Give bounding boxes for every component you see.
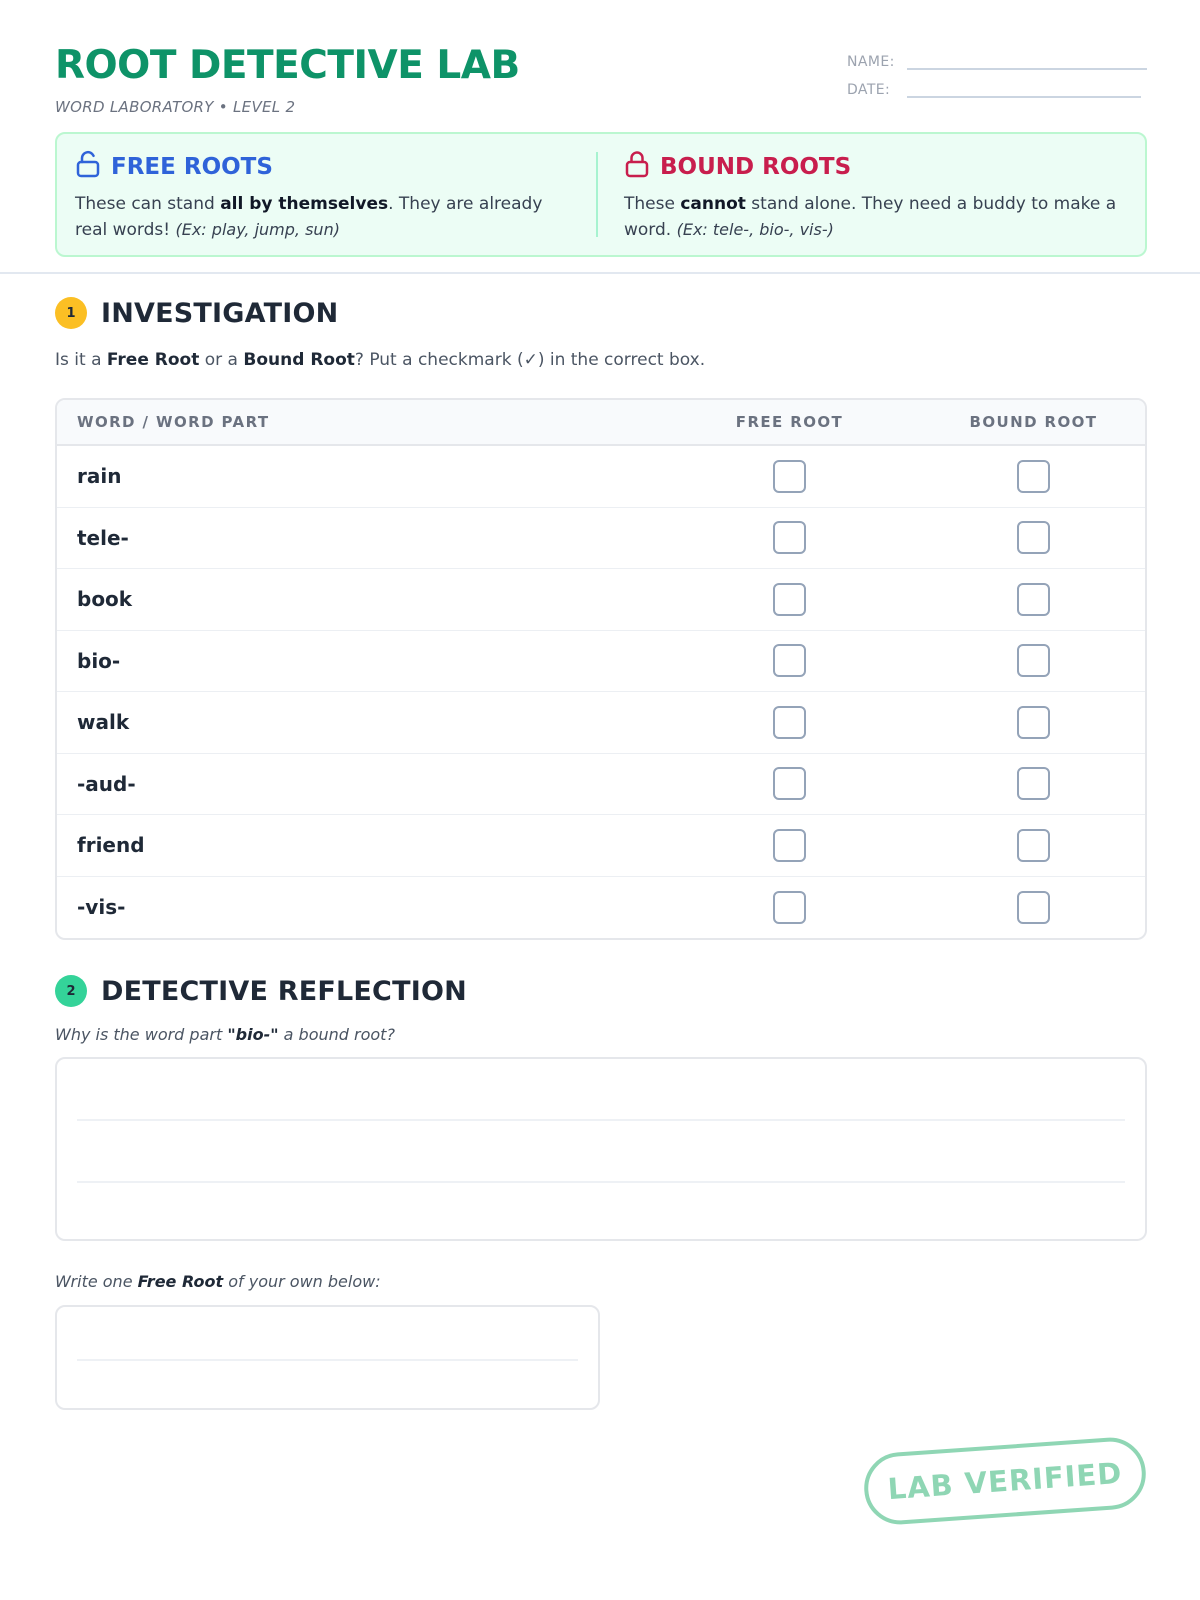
table-row [57, 508, 1145, 570]
root-definitions-box [55, 132, 1147, 257]
table-row [57, 446, 1145, 508]
table-row [57, 692, 1145, 754]
free-root-checkbox[interactable] [773, 460, 806, 493]
bound-roots-description: These cannot stand alone. They need a buddy to make a word. (Ex: tele-, bio-, vis-) [624, 194, 1117, 240]
writing-line [77, 1119, 1125, 1121]
section-divider [0, 272, 1200, 274]
free-root-checkbox[interactable] [773, 521, 806, 554]
column-header-word: WORD / WORD PART [77, 413, 270, 431]
table-row [57, 815, 1145, 877]
date-label: DATE: [847, 82, 891, 98]
word-cell: rain [77, 464, 122, 489]
free-root-checkbox[interactable] [773, 891, 806, 924]
section-title: INVESTIGATION [101, 297, 339, 329]
bound-root-checkbox[interactable] [1017, 767, 1050, 800]
free-root-checkbox[interactable] [773, 644, 806, 677]
free-root-answer-box[interactable] [55, 1305, 600, 1410]
column-header-free: FREE ROOT [735, 413, 844, 431]
free-root-checkbox[interactable] [773, 706, 806, 739]
word-cell: walk [77, 710, 130, 735]
free-roots-description: These can stand all by themselves. They are already real words! (Ex: play, jump, sun) [75, 194, 543, 240]
table-header [57, 400, 1145, 446]
root-classification-table [55, 398, 1147, 940]
word-cell: -vis- [77, 895, 126, 920]
bound-root-checkbox[interactable] [1017, 521, 1050, 554]
student-fields [847, 42, 1147, 98]
word-cell: tele- [77, 525, 129, 550]
lab-verified-stamp: LAB VERIFIED [862, 1435, 1148, 1526]
free-root-checkbox[interactable] [773, 767, 806, 800]
word-cell: bio- [77, 648, 121, 673]
date-field[interactable] [847, 70, 1147, 98]
worksheet-header [55, 42, 1147, 122]
section-number-badge: 2 [55, 975, 87, 1007]
unlock-icon [75, 150, 101, 184]
free-root-checkbox[interactable] [773, 829, 806, 862]
table-row [57, 877, 1145, 939]
bound-root-checkbox[interactable] [1017, 583, 1050, 616]
investigation-heading [55, 297, 338, 329]
bound-root-checkbox[interactable] [1017, 829, 1050, 862]
word-cell: friend [77, 833, 145, 858]
reflection-answer-box[interactable] [55, 1057, 1147, 1241]
name-line[interactable] [907, 52, 1147, 70]
table-row [57, 754, 1145, 816]
name-field[interactable] [847, 42, 1147, 70]
writing-line [77, 1359, 578, 1361]
page-subtitle: WORD LABORATORY • LEVEL 2 [55, 98, 296, 116]
table-row [57, 569, 1145, 631]
bound-root-checkbox[interactable] [1017, 706, 1050, 739]
word-cell: book [77, 587, 133, 612]
reflection-heading [55, 975, 467, 1007]
bound-root-checkbox[interactable] [1017, 460, 1050, 493]
column-header-bound: BOUND ROOT [969, 413, 1098, 431]
bound-roots-panel [596, 152, 1145, 240]
free-roots-title: FREE ROOTS [111, 154, 273, 180]
reflection-question: Why is the word part "bio-" a bound root? [55, 1025, 395, 1044]
word-cell: -aud- [77, 771, 136, 796]
free-root-checkbox[interactable] [773, 583, 806, 616]
bound-roots-title: BOUND ROOTS [660, 154, 852, 180]
free-root-prompt: Write one Free Root of your own below: [55, 1272, 381, 1291]
investigation-instructions: Is it a Free Root or a Bound Root? Put a checkmark (✓) in the correct box. [55, 350, 706, 370]
lock-icon [624, 150, 650, 184]
section-number-badge: 1 [55, 297, 87, 329]
writing-line [77, 1181, 1125, 1183]
section-title: DETECTIVE REFLECTION [101, 975, 467, 1007]
bound-root-checkbox[interactable] [1017, 891, 1050, 924]
name-label: NAME: [847, 54, 895, 70]
table-row [57, 631, 1145, 693]
free-roots-panel [57, 134, 596, 255]
page-title: ROOT DETECTIVE LAB [55, 43, 520, 88]
bound-root-checkbox[interactable] [1017, 644, 1050, 677]
date-line[interactable] [907, 80, 1141, 98]
